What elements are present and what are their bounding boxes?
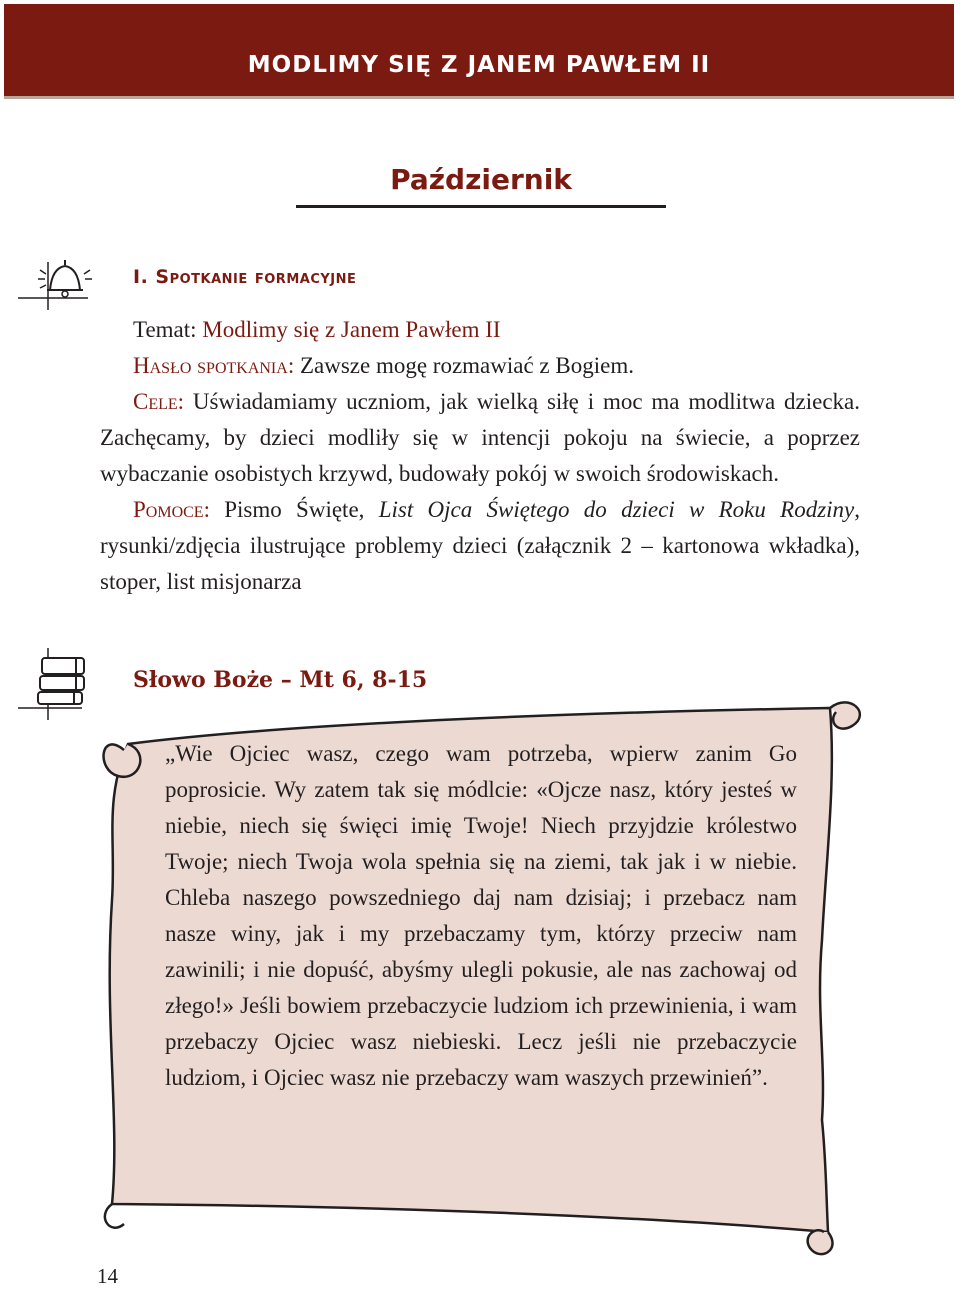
section-heading: I. Spotkanie formacyjne xyxy=(133,266,357,288)
topic-value: Modlimy się z Janem Pawłem II xyxy=(202,317,501,342)
aids-value-italic: List Ojca Świętego do dzieci w Roku Rodziny xyxy=(378,497,855,522)
scripture-heading: Słowo Boże – Mt 6, 8-15 xyxy=(133,667,428,693)
motto-label: Hasło spotkania: xyxy=(133,353,295,378)
aids-value-1: Pismo Święte, xyxy=(224,497,379,522)
goals-value: Uświadamiamy uczniom, jak wielką siłę i moc ma modlitwa dziecka. Zachęcamy, by dzieci modliły się w intencji pokoju na świecie, a poprzez wybaczanie osobistych krzywd, budowały pokój w swoich środowiskach. xyxy=(100,389,861,486)
motto-value: Zawsze mogę rozmawiać z Bogiem. xyxy=(299,353,634,378)
month-title: Październik xyxy=(390,163,572,196)
page-number: 14 xyxy=(97,1264,118,1288)
goals-label: Cele: xyxy=(133,389,185,414)
aids-label: Pomoce: xyxy=(133,497,210,522)
scripture-text: „Wie Ojciec wasz, czego wam potrzeba, wpierw zanim Go poprosicie. Wy zatem tak się módlcie: «Ojcze nasz, który jesteś w niebie, niech się święci imię Twoje! Niech przyjdzie królestwo Twoje; niech Twoja wola spełnia się na ziemi, tak jak i w niebie. Chleba naszego powszedniego daj nam dzisiaj; i przebacz nam nasze winy, jak i my przebaczamy tym, którzy przeciw nam zawinili; i nie dopuść, abyśmy ulegli pokusie, ale nas zachowaj od złego!» Jeśli bowiem przebaczycie ludziom ich przewinienia, i wam przebaczy Ojciec wasz niebieski. Lecz jeśli nie przebaczycie ludziom, i Ojciec wasz nie przebaczy wam waszych przewinień”. xyxy=(165,741,797,1090)
topic-label: Temat: xyxy=(133,317,197,342)
header-title: MODLIMY SIĘ Z JANEM PAWŁEM II xyxy=(247,52,711,78)
aids-value-2: , rysunki/zdjęcia ilustrujące problemy dzieci (załącznik 2 – kartonowa wkładka), stoper, list misjonarza xyxy=(100,497,860,594)
